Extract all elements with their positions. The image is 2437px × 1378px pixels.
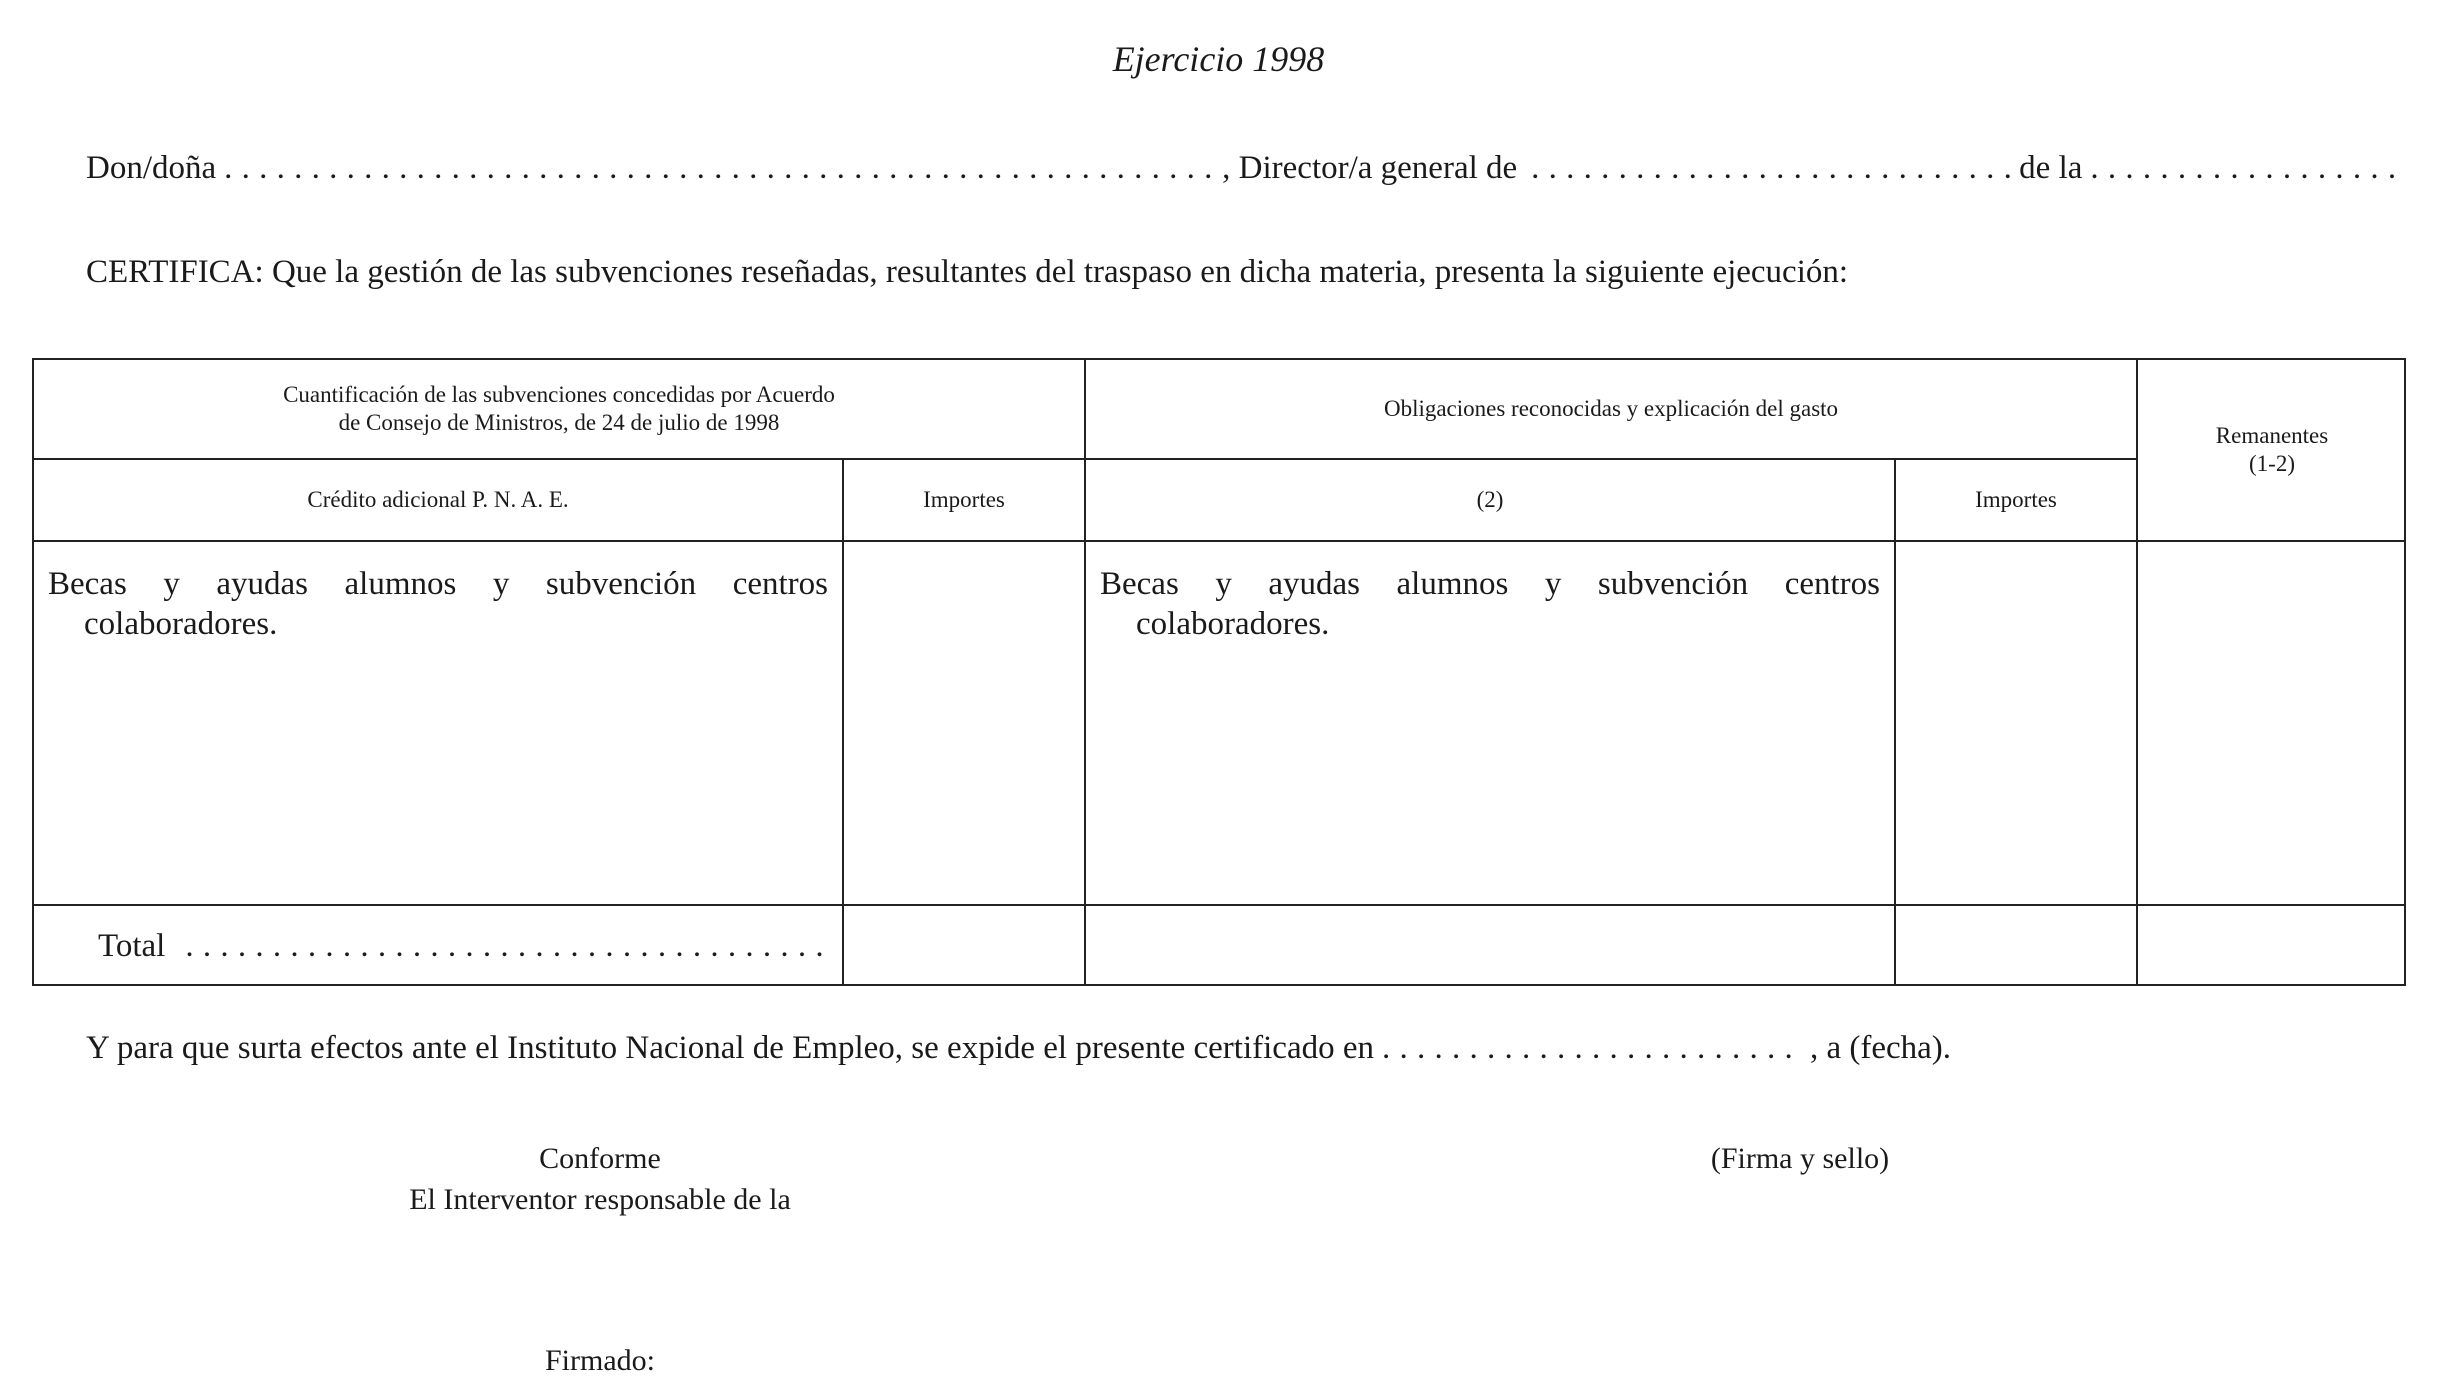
group-header-cuantificacion: [34, 360, 1084, 458]
row-becas-credito: [48, 564, 828, 644]
row-text-line2: colaboradores.: [84, 606, 278, 642]
document-title: Ejercicio 1998: [1112, 39, 1325, 79]
row-text-line2: colaboradores.: [1136, 606, 1330, 642]
direction-fill-dots: [1531, 150, 2011, 187]
group-header-line1: Cuantificación de las subvenciones concedidas por Acuerdo: [283, 382, 835, 407]
header-credito-adicional: Crédito adicional P. N. A. E.: [307, 487, 569, 512]
row-text-line1: Becas y ayudas alumnos y subvención centros: [48, 566, 828, 602]
firma-sello-label: (Firma y sello): [1710, 1142, 1890, 1175]
conforme-label: Conforme: [539, 1142, 661, 1175]
row-becas-obligaciones: [1100, 564, 1880, 644]
director-label: , Director/a general de: [1222, 150, 1518, 186]
header-col-2: (2): [1476, 487, 1504, 512]
closing-text-after: , a (fecha).: [1809, 1030, 1952, 1066]
director-line: [86, 150, 2406, 187]
de-la-label: de la: [2019, 150, 2083, 186]
total-fill-dots: [185, 928, 830, 965]
interventor-label: El Interventor responsable de la: [409, 1183, 791, 1216]
header-remanentes: [2138, 360, 2406, 540]
firmado-label: Firmado:: [545, 1344, 655, 1377]
don-label: Don/doña: [86, 150, 217, 186]
certifica-statement: CERTIFICA: Que la gestión de las subvenciones reseñadas, resultantes del traspaso en dicha materia, presenta la siguiente ejecución:: [86, 254, 1849, 290]
name-fill-dots: [224, 150, 1214, 187]
place-fill-dots: [1382, 1030, 1802, 1067]
remanentes-line1: Remanentes: [2215, 423, 2329, 448]
total-row-label: [98, 928, 838, 965]
closing-text: Y para que surta efectos ante el Instituto Nacional de Empleo, se expide el presente certificado en: [86, 1030, 1374, 1066]
table-divider: [34, 904, 2404, 906]
closing-line: [86, 1030, 2406, 1067]
group-header-obligaciones: Obligaciones reconocidas y explicación del gasto: [1383, 396, 1839, 421]
header-importes-1: Importes: [923, 487, 1005, 512]
row-text-line1: Becas y ayudas alumnos y subvención centros: [1100, 566, 1880, 602]
execution-table: [32, 358, 2406, 986]
remanentes-line2: (1-2): [2249, 451, 2295, 476]
group-header-line2: de Consejo de Ministros, de 24 de julio de 1998: [338, 410, 780, 435]
table-divider: [34, 540, 2404, 542]
total-label: Total: [98, 928, 166, 964]
entity-fill-dots: [2090, 150, 2398, 187]
header-importes-2: Importes: [1975, 487, 2057, 512]
